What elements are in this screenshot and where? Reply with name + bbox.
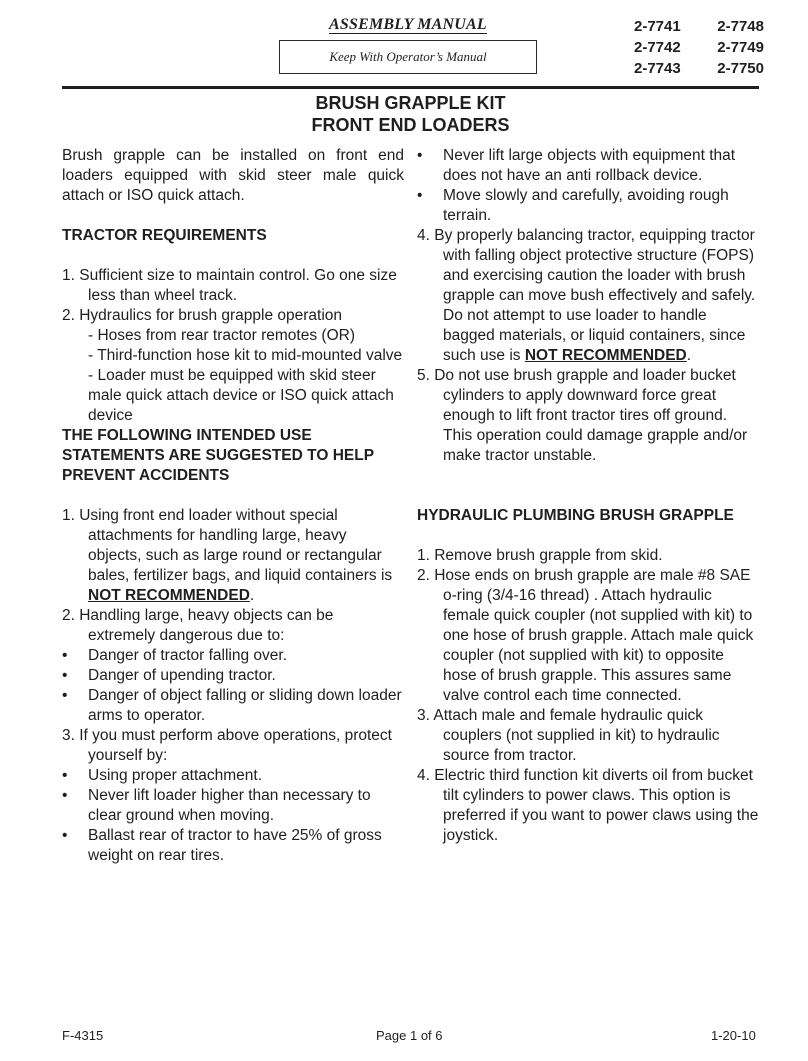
bullet-text: Move slowly and carefully, avoiding rough terrain.	[443, 187, 729, 224]
keep-with-manual-box	[279, 40, 537, 74]
section-spacer	[417, 466, 760, 506]
requirement-2-option: - Third-function hose kit to mid-mounted valve	[88, 347, 403, 364]
use-statement-1	[62, 506, 404, 606]
use-statement-5: 5. Do not use brush grapple and loader bucket cylinders to apply downward force great enough to lift front tractor tires off ground. This operation could damage grapple and/or make tractor unstable.	[417, 367, 748, 464]
page-title	[62, 92, 759, 136]
page-number: Page 1 of 6	[376, 1028, 443, 1043]
keep-note-text: Keep With Operator’s Manual	[329, 49, 487, 64]
model-number: 2-7743	[634, 60, 681, 77]
revision-date: 1-20-10	[711, 1028, 756, 1043]
list-item	[62, 666, 404, 686]
model-number: 2-7748	[717, 18, 764, 35]
not-recommended-warning: NOT RECOMMENDED	[524, 347, 687, 364]
use-1-end: .	[249, 587, 255, 604]
model-number: 2-7749	[717, 39, 764, 56]
model-row	[634, 58, 764, 79]
model-number: 2-7742	[634, 39, 681, 56]
bullet-icon: •	[62, 767, 68, 784]
plumbing-step-3: 3. Attach male and female hydraulic quick couplers (not supplied in kit) to hydraulic source from tractor.	[417, 707, 720, 764]
use-4-text: 4. By properly balancing tractor, equipping tractor with falling object protective structure (FOPS) and exercising caution the loader with brush grapple can move bush effectively and safely. Do not attempt to use loader to handle bagged materials, or liquid containers, since such use is	[417, 227, 756, 364]
intro-paragraph: Brush grapple can be installed on front end loaders equipped with skid steer male quick attach or ISO quick attach.	[62, 147, 404, 204]
bullet-text: Using proper attachment.	[88, 767, 263, 784]
model-row	[634, 37, 764, 58]
model-row	[634, 16, 764, 37]
intended-use-heading: THE FOLLOWING INTENDED USE STATEMENTS ARE SUGGESTED TO HELP PREVENT ACCIDENTS	[62, 427, 374, 484]
bullet-text: Danger of object falling or sliding down loader arms to operator.	[88, 687, 402, 724]
list-item	[417, 146, 760, 186]
requirement-2: 2. Hydraulics for brush grapple operation	[62, 307, 343, 324]
use-1-text: 1. Using front end loader without special attachments for handling large, heavy objects, such as large round or rectangular bales, fertilizer bags, and liquid containers is	[62, 507, 393, 584]
not-recommended-warning: NOT RECOMMENDED	[88, 587, 250, 604]
left-column	[62, 146, 404, 866]
list-item	[62, 686, 404, 726]
list-item	[62, 786, 404, 826]
title-line-2: FRONT END LOADERS	[311, 115, 510, 135]
list-item	[417, 186, 760, 226]
bullet-icon: •	[62, 787, 68, 804]
requirement-2-option: - Hoses from rear tractor remotes (OR)	[88, 327, 355, 344]
bullet-text: Danger of tractor falling over.	[88, 647, 288, 664]
form-number: F-4315	[62, 1028, 104, 1043]
bullet-text: Never lift loader higher than necessary to clear ground when moving.	[88, 787, 371, 824]
use-4-end: .	[686, 347, 692, 364]
bullet-text: Ballast rear of tractor to have 25% of gross weight on rear tires.	[88, 827, 382, 864]
plumbing-step-1: 1. Remove brush grapple from skid.	[417, 547, 663, 564]
title-line-1: BRUSH GRAPPLE KIT	[315, 93, 506, 113]
bullet-icon: •	[417, 187, 423, 204]
tractor-requirements-heading: TRACTOR REQUIREMENTS	[62, 227, 267, 244]
bullet-icon: •	[62, 687, 68, 704]
plumbing-step-4: 4. Electric third function kit diverts oil from bucket tilt cylinders to power claws. This option is preferred if you want to power claws using the joystick.	[417, 767, 759, 844]
requirement-1: 1. Sufficient size to maintain control. Go one size less than wheel track.	[62, 267, 397, 304]
bullet-icon: •	[62, 647, 68, 664]
bullet-icon: •	[62, 827, 68, 844]
use-statement-2: 2. Handling large, heavy objects can be extremely dangerous due to:	[62, 607, 334, 644]
model-numbers	[634, 16, 764, 79]
list-item	[62, 766, 404, 786]
model-number: 2-7750	[717, 60, 764, 77]
manual-type-heading: ASSEMBLY MANUAL	[329, 16, 487, 33]
bullet-icon: •	[62, 667, 68, 684]
hydraulic-plumbing-heading: HYDRAULIC PLUMBING BRUSH GRAPPLE	[417, 507, 734, 524]
bullet-text: Danger of upending tractor.	[88, 667, 276, 684]
use-statement-3: 3. If you must perform above operations, protect yourself by:	[62, 727, 392, 764]
header-divider	[62, 86, 759, 89]
bullet-icon: •	[417, 147, 423, 164]
plumbing-step-2: 2. Hose ends on brush grapple are male #8 SAE o-ring (3/4-16 thread) . Attach hydraulic female quick coupler (not supplied with kit) to one hose of brush grapple. Attach male quick coupler (not supplied with kit) to opposite hose of brush grapple. This assures same valve control each time connected.	[417, 567, 754, 704]
use-statement-4	[417, 226, 760, 366]
right-column	[417, 146, 760, 846]
model-number: 2-7741	[634, 18, 681, 35]
list-item	[62, 646, 404, 666]
requirement-2-option: - Loader must be equipped with skid steer male quick attach device or ISO quick attach device	[88, 367, 394, 424]
list-item	[62, 826, 404, 866]
bullet-text: Never lift large objects with equipment that does not have an anti rollback device.	[443, 147, 736, 184]
